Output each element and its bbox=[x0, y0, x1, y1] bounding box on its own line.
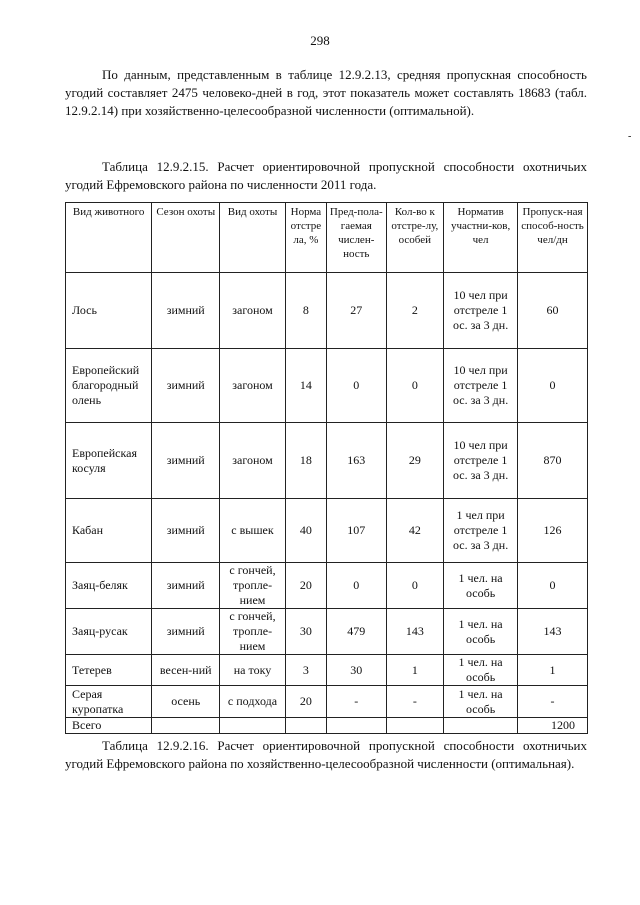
table-row bbox=[66, 273, 588, 349]
cell-capacity: 0 bbox=[518, 349, 588, 423]
cell-animal: Тетерев bbox=[66, 655, 152, 686]
hunting-capacity-table bbox=[65, 202, 588, 734]
header-animal: Вид животного bbox=[66, 203, 152, 273]
cell-quota: 2 bbox=[386, 273, 444, 349]
header-rate: Норма отстре ла, % bbox=[285, 203, 326, 273]
cell-norm: 1 чел при отстреле 1 ос. за 3 дн. bbox=[444, 499, 518, 563]
cell-capacity: 870 bbox=[518, 423, 588, 499]
total-label: Всего bbox=[66, 718, 152, 734]
cell-capacity: 60 bbox=[518, 273, 588, 349]
cell-population: 479 bbox=[326, 609, 386, 655]
cell-quota: 0 bbox=[386, 349, 444, 423]
cell-norm: 1 чел. на особь bbox=[444, 655, 518, 686]
cell-population: 163 bbox=[326, 423, 386, 499]
cell-season: зимний bbox=[152, 273, 220, 349]
cell-method: с вышек bbox=[220, 499, 286, 563]
next-table-caption: Таблица 12.9.2.16. Расчет ориентировочной пропускной способности охотничьих угодий Ефремовского района по хозяйственно-целесообразной численности (оптимальная). bbox=[65, 738, 587, 771]
cell-method: с гончей, тропле-нием bbox=[220, 563, 286, 609]
cell-rate: 40 bbox=[285, 499, 326, 563]
cell-season: зимний bbox=[152, 499, 220, 563]
cell-quota: 143 bbox=[386, 609, 444, 655]
cell-animal: Европейский благородный олень bbox=[66, 349, 152, 423]
cell-animal: Европейская косуля bbox=[66, 423, 152, 499]
cell-norm: 1 чел. на особь bbox=[444, 563, 518, 609]
cell-capacity: 126 bbox=[518, 499, 588, 563]
cell-norm: 10 чел при отстреле 1 ос. за 3 дн. bbox=[444, 273, 518, 349]
page-number: 298 bbox=[310, 33, 330, 48]
cell-population: 107 bbox=[326, 499, 386, 563]
cell-norm: 1 чел. на особь bbox=[444, 609, 518, 655]
total-empty-cell bbox=[152, 718, 220, 734]
table-row bbox=[66, 563, 588, 609]
cell-capacity: - bbox=[518, 686, 588, 718]
cell-rate: 20 bbox=[285, 686, 326, 718]
header-capacity: Пропуск-ная способ-ность чел/дн bbox=[518, 203, 588, 273]
header-quota: Кол-во к отстре-лу, особей bbox=[386, 203, 444, 273]
total-value: 1200 bbox=[518, 718, 588, 734]
cell-animal: Заяц-беляк bbox=[66, 563, 152, 609]
cell-method: загоном bbox=[220, 349, 286, 423]
cell-quota: 42 bbox=[386, 499, 444, 563]
cell-season: осень bbox=[152, 686, 220, 718]
total-empty-cell bbox=[285, 718, 326, 734]
total-empty-cell bbox=[444, 718, 518, 734]
cell-norm: 10 чел при отстреле 1 ос. за 3 дн. bbox=[444, 349, 518, 423]
cell-season: зимний bbox=[152, 563, 220, 609]
cell-quota: 1 bbox=[386, 655, 444, 686]
cell-capacity: 0 bbox=[518, 563, 588, 609]
cell-norm: 10 чел при отстреле 1 ос. за 3 дн. bbox=[444, 423, 518, 499]
cell-method: на току bbox=[220, 655, 286, 686]
cell-animal: Кабан bbox=[66, 499, 152, 563]
cell-rate: 3 bbox=[285, 655, 326, 686]
cell-animal: Заяц-русак bbox=[66, 609, 152, 655]
table-row bbox=[66, 499, 588, 563]
cell-quota: 0 bbox=[386, 563, 444, 609]
cell-quota: 29 bbox=[386, 423, 444, 499]
table-row bbox=[66, 349, 588, 423]
cell-season: зимний bbox=[152, 609, 220, 655]
cell-population: 0 bbox=[326, 349, 386, 423]
cell-population: 27 bbox=[326, 273, 386, 349]
margin-mark: - bbox=[628, 131, 632, 142]
total-empty-cell bbox=[386, 718, 444, 734]
cell-animal: Лось bbox=[66, 273, 152, 349]
header-population: Пред-пола-гаемая числен-ность bbox=[326, 203, 386, 273]
cell-season: весен-ний bbox=[152, 655, 220, 686]
cell-rate: 18 bbox=[285, 423, 326, 499]
cell-rate: 8 bbox=[285, 273, 326, 349]
cell-capacity: 143 bbox=[518, 609, 588, 655]
table-row bbox=[66, 655, 588, 686]
table-row bbox=[66, 423, 588, 499]
cell-quota: - bbox=[386, 686, 444, 718]
cell-population: 0 bbox=[326, 563, 386, 609]
header-season: Сезон охоты bbox=[152, 203, 220, 273]
cell-rate: 20 bbox=[285, 563, 326, 609]
cell-population: - bbox=[326, 686, 386, 718]
cell-capacity: 1 bbox=[518, 655, 588, 686]
cell-method: загоном bbox=[220, 423, 286, 499]
cell-season: зимний bbox=[152, 349, 220, 423]
cell-method: с гончей, тропле-нием bbox=[220, 609, 286, 655]
header-method: Вид охоты bbox=[220, 203, 286, 273]
cell-season: зимний bbox=[152, 423, 220, 499]
cell-method: загоном bbox=[220, 273, 286, 349]
total-empty-cell bbox=[326, 718, 386, 734]
table-body bbox=[66, 273, 588, 718]
cell-rate: 30 bbox=[285, 609, 326, 655]
cell-animal: Серая куропатка bbox=[66, 686, 152, 718]
cell-method: с подхода bbox=[220, 686, 286, 718]
table-caption: Таблица 12.9.2.15. Расчет ориентировочной пропускной способности охотничьих угодий Ефремовского района по численности 2011 года. bbox=[65, 159, 587, 192]
table-row bbox=[66, 686, 588, 718]
table-row bbox=[66, 609, 588, 655]
intro-paragraph: По данным, представленным в таблице 12.9.2.13, средняя пропускная способность угодий составляет 2475 человеко-дней в год, этот показатель может составлять 18683 (табл. 12.9.2.14) при хозяйственно-целесообразной численности (оптимальной). bbox=[65, 67, 587, 118]
cell-rate: 14 bbox=[285, 349, 326, 423]
total-empty-cell bbox=[220, 718, 286, 734]
cell-population: 30 bbox=[326, 655, 386, 686]
cell-norm: 1 чел. на особь bbox=[444, 686, 518, 718]
header-norm: Норматив участни-ков, чел bbox=[444, 203, 518, 273]
